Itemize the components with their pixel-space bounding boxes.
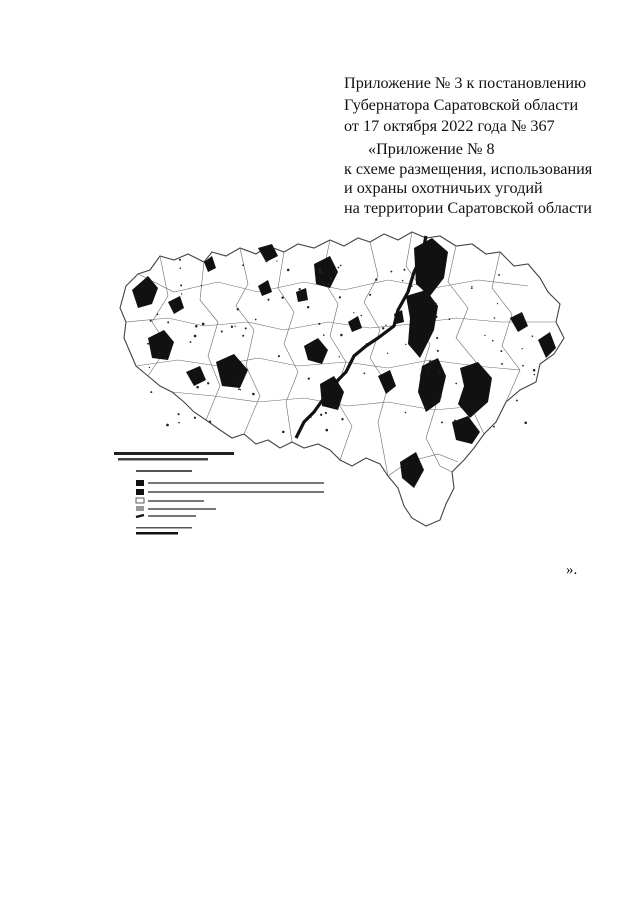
settlement-dot bbox=[341, 418, 343, 420]
settlement-dot bbox=[471, 287, 473, 289]
legend-text-2 bbox=[148, 491, 324, 493]
legend-text-5 bbox=[148, 515, 196, 517]
settlement-dot bbox=[361, 315, 362, 316]
settlement-dot bbox=[207, 382, 209, 384]
settlement-dot bbox=[533, 369, 536, 372]
appendix-line-1: «Приложение № 8 bbox=[368, 140, 495, 158]
legend-swatch-zones bbox=[136, 480, 144, 486]
settlement-dot bbox=[281, 297, 283, 299]
settlement-dot bbox=[158, 352, 160, 354]
settlement-dot bbox=[405, 412, 407, 414]
settlement-dot bbox=[471, 407, 472, 408]
settlement-dot bbox=[308, 377, 310, 379]
settlement-dot bbox=[266, 260, 268, 262]
settlement-dot bbox=[307, 306, 309, 308]
settlement-dot bbox=[516, 400, 518, 402]
settlement-dot bbox=[522, 365, 524, 367]
settlement-dot bbox=[385, 325, 386, 326]
settlement-dot bbox=[310, 416, 312, 418]
settlement-dot bbox=[252, 393, 255, 396]
settlement-dot bbox=[231, 326, 233, 328]
settlement-dot bbox=[318, 323, 320, 325]
settlement-dot bbox=[369, 294, 371, 296]
settlement-dot bbox=[427, 370, 429, 372]
settlement-dot bbox=[323, 334, 325, 336]
settlement-dot bbox=[338, 267, 340, 269]
scale-bar-ticks bbox=[136, 527, 192, 529]
settlement-dot bbox=[328, 283, 330, 285]
settlement-dot bbox=[534, 374, 535, 375]
appendix-header bbox=[344, 140, 634, 218]
closing-quote: ». bbox=[566, 562, 578, 578]
settlement-dot bbox=[494, 317, 496, 319]
legend-text-4 bbox=[148, 508, 216, 510]
settlement-dot bbox=[147, 343, 149, 345]
settlement-dot bbox=[501, 363, 503, 365]
settlement-dot bbox=[353, 312, 354, 313]
settlement-dot bbox=[375, 279, 377, 281]
settlement-dot bbox=[325, 412, 327, 414]
settlement-dot bbox=[436, 337, 438, 339]
settlement-dot bbox=[323, 272, 324, 273]
legend-swatch-4 bbox=[136, 506, 144, 511]
settlement-dot bbox=[150, 391, 152, 393]
settlement-dot bbox=[278, 355, 280, 357]
settlement-dot bbox=[382, 327, 384, 329]
settlement-dot bbox=[455, 383, 457, 385]
settlement-dot bbox=[363, 372, 365, 374]
settlement-dot bbox=[440, 396, 442, 398]
settlement-dot bbox=[180, 284, 182, 286]
settlement-dot bbox=[429, 361, 432, 364]
settlement-dot bbox=[239, 376, 240, 377]
appendix-line-3: и охраны охотничьих угодий bbox=[344, 179, 543, 198]
region-map-image bbox=[108, 226, 578, 546]
settlement-dot bbox=[245, 327, 247, 329]
settlement-dot bbox=[237, 308, 239, 310]
settlement-dot bbox=[267, 299, 269, 301]
settlement-dot bbox=[340, 334, 343, 337]
settlement-dot bbox=[196, 386, 199, 389]
settlement-dot bbox=[242, 335, 244, 337]
settlement-dot bbox=[242, 264, 244, 266]
map-legend bbox=[114, 452, 324, 535]
settlement-dot bbox=[299, 288, 301, 290]
appendix-line-2: к схеме размещения, использования bbox=[344, 159, 593, 178]
settlement-dot bbox=[276, 260, 277, 261]
settlement-dot bbox=[318, 268, 321, 271]
legend-caption-line-2 bbox=[118, 458, 208, 461]
settlement-dot bbox=[309, 344, 311, 346]
settlement-dot bbox=[179, 259, 181, 261]
settlement-dot bbox=[405, 344, 406, 345]
settlement-dot bbox=[149, 367, 150, 368]
settlement-dot bbox=[178, 422, 180, 424]
settlement-dot bbox=[190, 341, 192, 343]
settlement-dot bbox=[195, 325, 198, 328]
legend-text-3 bbox=[148, 500, 204, 502]
header-line-1: Приложение № 3 к постановлению bbox=[344, 74, 587, 92]
settlement-dot bbox=[240, 389, 241, 390]
settlement-dot bbox=[181, 293, 182, 294]
settlement-dot bbox=[497, 303, 498, 304]
settlement-dot bbox=[532, 335, 534, 337]
settlement-dot bbox=[202, 323, 205, 326]
settlement-dot bbox=[498, 274, 500, 276]
settlement-dot bbox=[157, 313, 159, 315]
region-outline bbox=[120, 232, 564, 526]
settlement-dot bbox=[454, 420, 456, 422]
settlement-dot bbox=[178, 413, 180, 415]
settlement-dot bbox=[387, 353, 388, 354]
settlement-dot bbox=[524, 422, 527, 425]
settlement-dot bbox=[366, 343, 367, 344]
settlement-dot bbox=[411, 286, 413, 288]
header-line-2: Губернатора Саратовской области bbox=[344, 95, 579, 114]
settlement-dot bbox=[255, 319, 257, 321]
settlement-dot bbox=[201, 285, 202, 286]
resolution-header bbox=[344, 73, 634, 138]
legend-swatch-river bbox=[136, 515, 144, 517]
settlement-dot bbox=[493, 426, 495, 428]
settlement-dot bbox=[209, 421, 211, 423]
settlement-dot bbox=[437, 350, 439, 352]
settlement-dot bbox=[403, 269, 405, 271]
settlement-dot bbox=[330, 277, 332, 279]
settlement-dot bbox=[520, 314, 522, 316]
settlement-dot bbox=[340, 265, 342, 267]
settlement-dot bbox=[194, 335, 197, 338]
scale-bar bbox=[136, 532, 178, 535]
settlement-dot bbox=[484, 335, 485, 336]
settlement-dot bbox=[238, 388, 240, 390]
settlement-dot bbox=[449, 318, 451, 320]
settlement-dot bbox=[471, 286, 472, 287]
settlement-dot bbox=[325, 429, 328, 432]
header-line-3: от 17 октября 2022 года № 367 bbox=[344, 117, 555, 135]
settlement-dot bbox=[320, 414, 322, 416]
settlement-dot bbox=[522, 348, 523, 349]
settlement-dot bbox=[492, 340, 494, 342]
settlement-dot bbox=[438, 370, 440, 372]
settlement-dot bbox=[409, 306, 410, 307]
settlement-dot bbox=[166, 424, 169, 427]
settlement-dot bbox=[390, 271, 392, 273]
legend-swatch-2 bbox=[136, 489, 144, 495]
legend-swatch-3 bbox=[136, 498, 144, 503]
legend-caption bbox=[114, 452, 234, 455]
settlement-dot bbox=[180, 268, 182, 270]
settlement-dot bbox=[194, 417, 196, 419]
appendix-line-4: на территории Саратовской области bbox=[344, 198, 592, 217]
legend-heading bbox=[136, 470, 192, 472]
settlement-dot bbox=[441, 421, 443, 423]
settlement-dot bbox=[402, 280, 404, 282]
settlement-dot bbox=[221, 330, 223, 332]
settlement-dot bbox=[500, 350, 502, 352]
settlement-dot bbox=[287, 269, 290, 272]
settlement-dot bbox=[435, 315, 438, 318]
settlement-dot bbox=[150, 320, 152, 322]
settlement-dot bbox=[339, 296, 341, 298]
settlement-dot bbox=[339, 356, 340, 357]
settlement-dot bbox=[167, 321, 169, 323]
settlement-dot bbox=[282, 431, 285, 434]
settlement-dot bbox=[319, 271, 322, 274]
settlement-dot bbox=[234, 326, 235, 327]
settlement-dot bbox=[434, 303, 437, 306]
legend-text-1 bbox=[148, 482, 324, 484]
region-map bbox=[108, 226, 578, 546]
